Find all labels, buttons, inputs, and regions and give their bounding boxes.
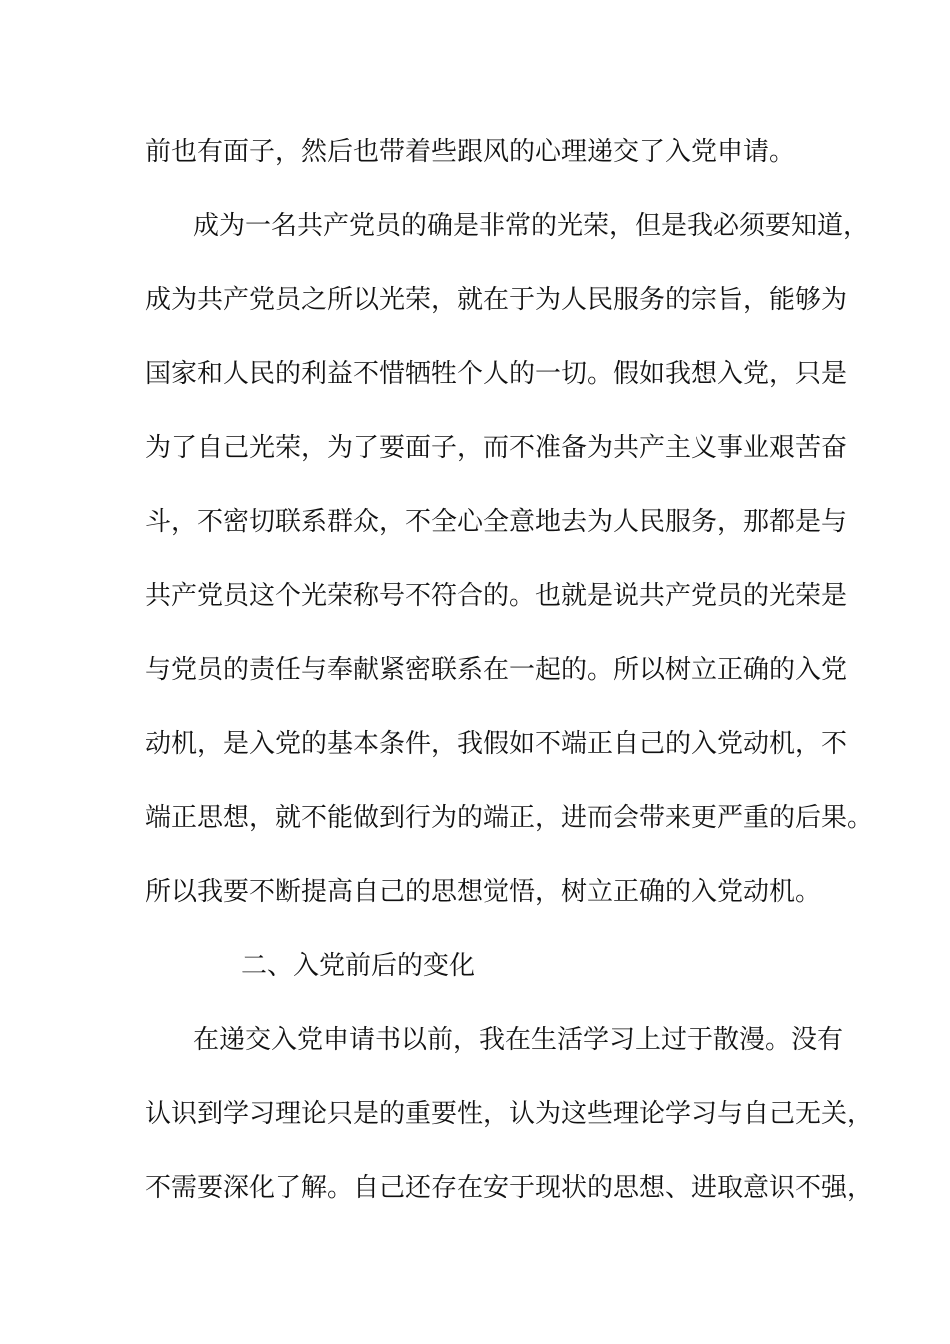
section-heading: 二、入党前后的变化 xyxy=(241,951,476,981)
text-line: 端正思想，就不能做到行为的端正，进而会带来更严重的后果。 xyxy=(145,803,874,833)
text-line: 共产党员这个光荣称号不符合的。也就是说共产党员的光荣是 xyxy=(145,581,848,611)
text-line: 为了自己光荣，为了要面子，而不准备为共产主义事业艰苦奋 xyxy=(145,433,848,463)
text-line: 与党员的责任与奉献紧密联系在一起的。所以树立正确的入党 xyxy=(145,655,848,685)
text-line: 前也有面子，然后也带着些跟风的心理递交了入党申请。 xyxy=(145,137,796,167)
text-line: 斗，不密切联系群众，不全心全意地去为人民服务，那都是与 xyxy=(145,507,848,537)
text-line: 不需要深化了解。自己还存在安于现状的思想、进取意识不强， xyxy=(145,1173,874,1203)
text-line: 成为一名共产党员的确是非常的光荣，但是我必须要知道， xyxy=(193,211,870,241)
text-line: 认识到学习理论只是的重要性，认为这些理论学习与自己无关， xyxy=(145,1099,874,1129)
text-line: 动机，是入党的基本条件，我假如不端正自己的入党动机，不 xyxy=(145,729,848,759)
text-line: 国家和人民的利益不惜牺牲个人的一切。假如我想入党，只是 xyxy=(145,359,848,389)
text-line: 成为共产党员之所以光荣，就在于为人民服务的宗旨，能够为 xyxy=(145,285,848,315)
text-line: 在递交入党申请书以前，我在生活学习上过于散漫。没有 xyxy=(193,1025,844,1055)
text-line: 所以我要不断提高自己的思想觉悟，树立正确的入党动机。 xyxy=(145,877,822,907)
